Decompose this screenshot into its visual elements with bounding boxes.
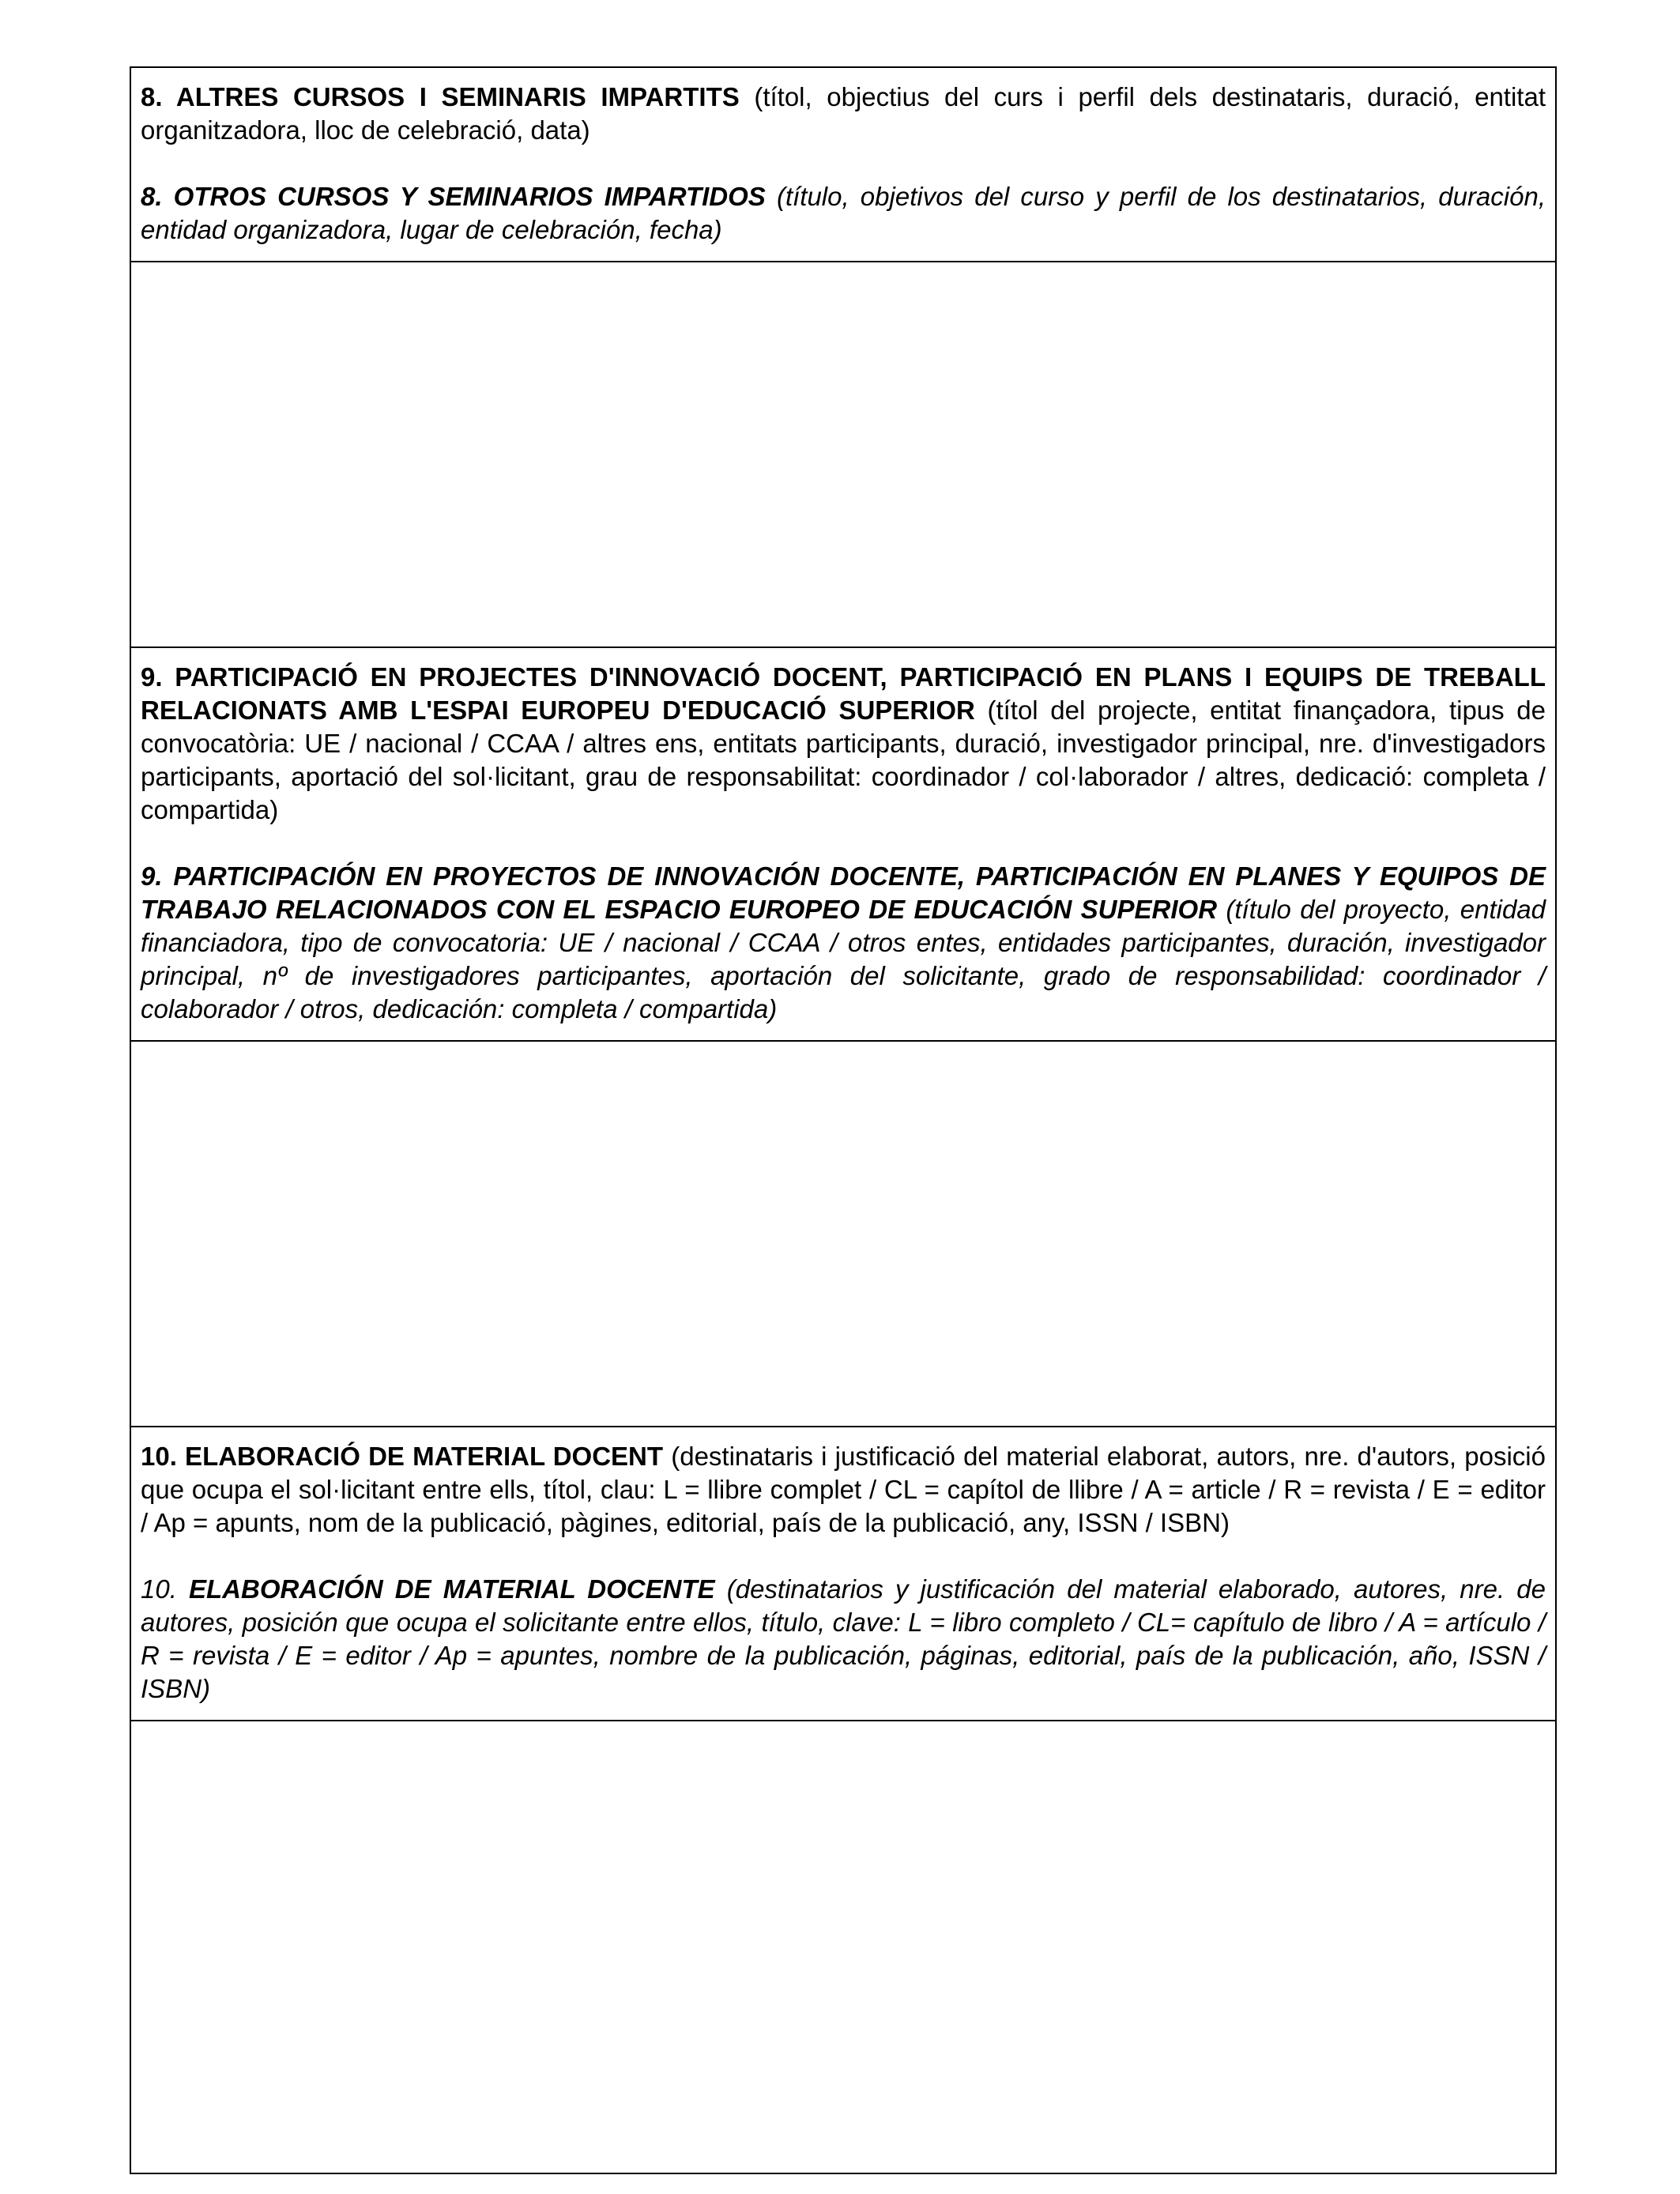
section-8-header <box>130 67 1556 262</box>
section-9-spanish-title: 9. PARTICIPACIÓN EN PROYECTOS DE INNOVACIÓN DOCENTE, PARTICIPACIÓN EN PLANES Y EQUIPOS DE TRABAJO RELACIONADOS CON EL ESPACIO EUROPEO DE EDUCACIÓN SUPERIOR <box>141 861 1546 924</box>
section-10-header-row <box>130 1427 1556 1721</box>
section-9-catalan <box>141 661 1546 827</box>
cv-form-table <box>130 66 1557 2174</box>
section-10-spanish-description: (destinatarios y justificación del material elaborado, autores, nre. de autores, posición que ocupa el solicitante entre ellos, título, clave: L = libro completo / CL= capítulo de libro / A = artículo / R = revista / E = editor / Ap = apuntes, nombre de la publicación, páginas, editorial, país de la publicación, año, ISSN / ISBN) <box>141 1574 1546 1703</box>
section-9-catalan-title: 9. PARTICIPACIÓ EN PROJECTES D'INNOVACIÓ DOCENT, PARTICIPACIÓ EN PLANS I EQUIPS DE TREBALL RELACIONATS AMB L'ESPAI EUROPEU D'EDUCACIÓ SUPERIOR <box>141 662 1546 725</box>
section-8-spanish-description: (título, objetivos del curso y perfil de los destinatarios, duración, entidad organizadora, lugar de celebración, fecha) <box>141 182 1546 244</box>
section-8-catalan <box>141 81 1546 147</box>
section-8-catalan-description: (títol, objectius del curs i perfil dels destinataris, duració, entitat organitzadora, lloc de celebració, data) <box>141 82 1546 145</box>
section-9-answer-row <box>130 1041 1556 1427</box>
section-10-spanish-title: ELABORACIÓN DE MATERIAL DOCENTE <box>189 1574 715 1604</box>
section-10-catalan <box>141 1440 1546 1540</box>
section-9-catalan-description: (títol del projecte, entitat finançadora, tipus de convocatòria: UE / nacional / CCAA / altres ens, entitats participants, duració, investigador principal, nre. d'investigadors participants, aportació del sol·licitant, grau de responsabilitat: coordinador / col·laborador / altres, dedicació: completa / compartida) <box>141 696 1546 824</box>
section-9-spanish <box>141 860 1546 1026</box>
section-10-catalan-description: (destinataris i justificació del material elaborat, autors, nre. d'autors, posició que ocupa el sol·licitant entre ells, títol, clau: L = llibre complet / CL = capítol de llibre / A = article / R = revista / E = editor / Ap = apunts, nom de la publicació, pàgines, editorial, país de la publicació, any, ISSN / ISBN) <box>141 1442 1546 1537</box>
section-8-header-row <box>130 67 1556 262</box>
section-9-header <box>130 647 1556 1041</box>
section-10-answer-cell[interactable] <box>130 1721 1556 2173</box>
section-8-answer-field[interactable] <box>131 262 1555 647</box>
section-8-answer-row <box>130 262 1556 647</box>
section-10-answer-field[interactable] <box>131 1721 1555 2173</box>
section-9-answer-field[interactable] <box>131 1042 1555 1426</box>
section-8-catalan-title: 8. ALTRES CURSOS I SEMINARIS IMPARTITS <box>141 82 740 111</box>
section-8-spanish-title: 8. OTROS CURSOS Y SEMINARIOS IMPARTIDOS <box>141 182 766 211</box>
section-9-answer-cell[interactable] <box>130 1041 1556 1427</box>
section-10-answer-row <box>130 1721 1556 2173</box>
section-10-catalan-title: 10. ELABORACIÓ DE MATERIAL DOCENT <box>141 1442 664 1471</box>
section-10-header <box>130 1427 1556 1721</box>
section-9-spanish-description: (título del proyecto, entidad financiadora, tipo de convocatoria: UE / nacional / CCAA / otros entes, entidades participantes, duración, investigador principal, nº de investigadores participantes, aportación del solicitante, grado de responsabilidad: coordinador / colaborador / otros, dedicación: completa / compartida) <box>141 895 1546 1023</box>
section-10-spanish <box>141 1573 1546 1706</box>
section-8-answer-cell[interactable] <box>130 262 1556 647</box>
section-10-spanish-number: 10. <box>141 1574 189 1604</box>
section-9-header-row <box>130 647 1556 1041</box>
section-8-spanish <box>141 180 1546 247</box>
